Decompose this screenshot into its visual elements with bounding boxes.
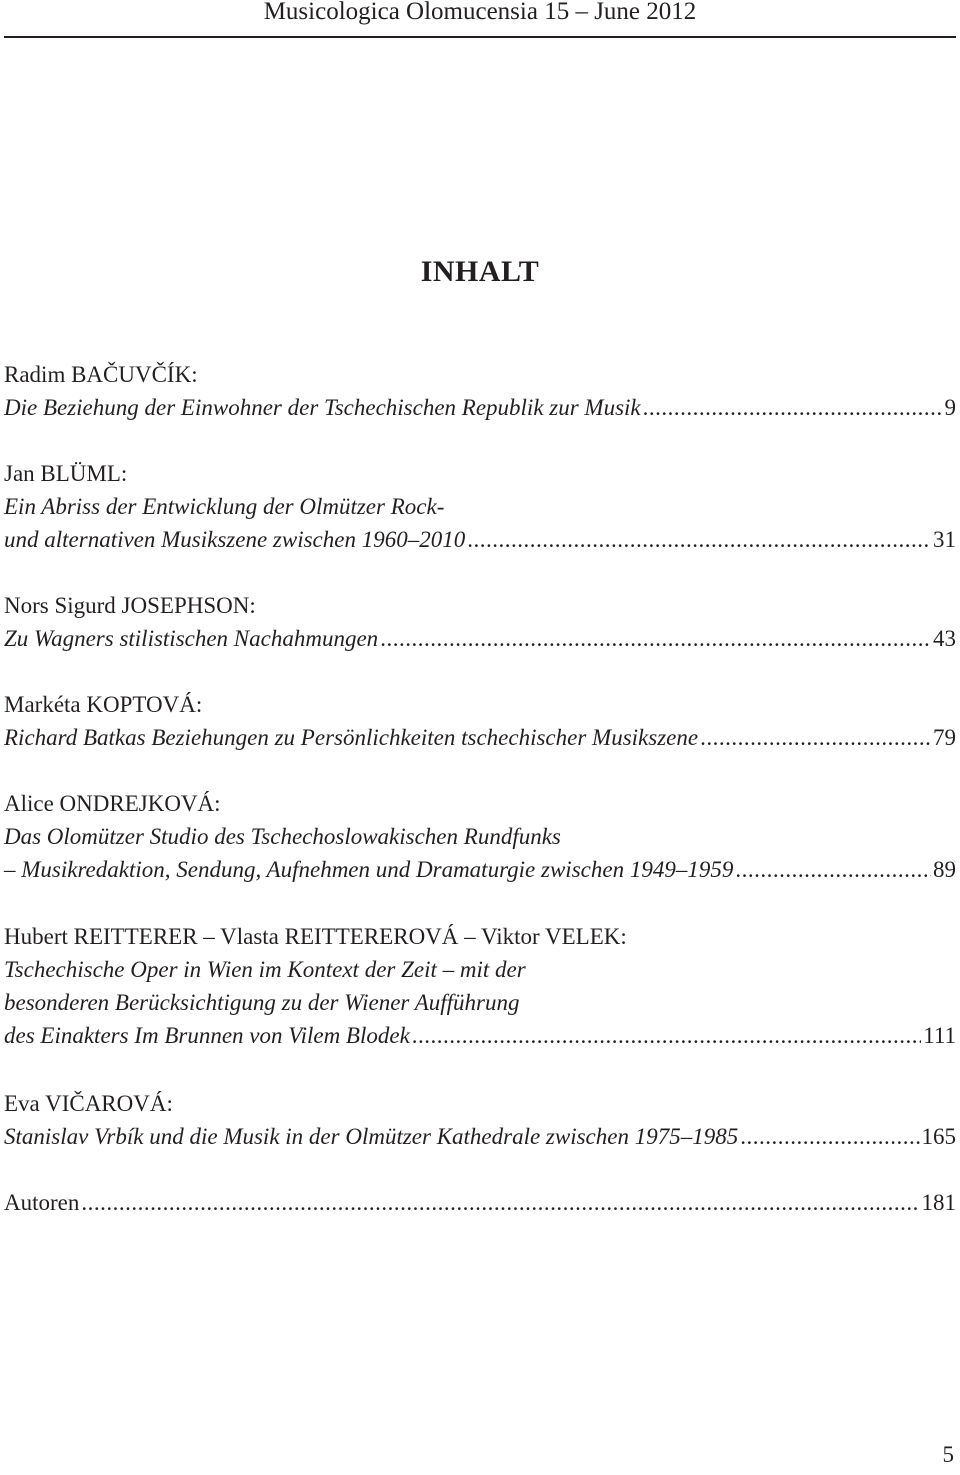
toc-entry-author: Jan BLÜML: [4, 461, 128, 486]
toc-entry [4, 787, 956, 886]
toc-entry-link[interactable] [4, 721, 956, 754]
toc-entry-link[interactable] [4, 1120, 956, 1153]
toc-entry-title: und alternativen Musikszene zwischen 1960–2010 [4, 527, 466, 552]
toc-entry-title-line: besonderen Berücksichtigung zu der Wiener Aufführung [4, 990, 520, 1015]
toc-entry-page: 9 [944, 395, 956, 420]
toc-entry-page: 111 [923, 1023, 956, 1048]
dot-leader [81, 1186, 919, 1219]
toc-entry-title: Autoren [4, 1190, 80, 1215]
toc-entry [4, 688, 956, 754]
toc-entry-title: Richard Batkas Beziehungen zu Persönlichkeiten tschechischer Musikszene [4, 725, 699, 750]
dot-leader [735, 853, 931, 886]
toc-entry-page: 89 [933, 857, 956, 882]
toc-entry-page: 31 [933, 527, 956, 552]
toc-entry-author: Alice ONDREJKOVÁ: [4, 791, 221, 816]
page-title: INHALT [420, 255, 540, 288]
toc-entry-page: 43 [933, 626, 956, 651]
toc-entry-author: Markéta KOPTOVÁ: [4, 692, 203, 717]
toc-entry [4, 920, 956, 1052]
toc-entry-link[interactable] [4, 391, 956, 424]
toc-entry-author: Eva VIČAROVÁ: [4, 1091, 173, 1116]
header-rule [4, 36, 956, 38]
toc-entry-author: Hubert REITTERER – Vlasta REITTEREROVÁ – Viktor VELEK: [4, 924, 627, 949]
dot-leader [467, 523, 931, 556]
toc-entry-title: Stanislav Vrbík und die Musik in der Olmützer Kathedrale zwischen 1975–1985 [4, 1124, 739, 1149]
toc-entry [4, 589, 956, 655]
toc-entry-author: Nors Sigurd JOSEPHSON: [4, 593, 256, 618]
toc-entry-page: 165 [921, 1124, 956, 1149]
dot-leader [740, 1120, 919, 1153]
toc-entry-title: Zu Wagners stilistischen Nachahmungen [4, 626, 379, 651]
toc-entry-title: des Einakters Im Brunnen von Vilem Blodek [4, 1023, 410, 1048]
toc-entry-link[interactable] [4, 853, 956, 886]
toc-entry-title-line: Tschechische Oper in Wien im Kontext der Zeit – mit der [4, 957, 526, 982]
toc-entry-autoren [4, 1186, 956, 1219]
running-head: Musicologica Olomucensia 15 – June 2012 [263, 0, 697, 25]
toc-entry-link[interactable] [4, 523, 956, 556]
dot-leader [700, 721, 931, 754]
toc-entry-title: Die Beziehung der Einwohner der Tschechischen Republik zur Musik [4, 395, 641, 420]
toc-entry-author: Radim BAČUVČÍK: [4, 362, 198, 387]
toc-entry-page: 181 [921, 1190, 956, 1215]
toc-entry-title-line: Das Olomützer Studio des Tschechoslowakischen Rundfunks [4, 824, 561, 849]
dot-leader [412, 1019, 921, 1052]
toc-entry-title-line: Ein Abriss der Entwicklung der Olmützer Rock- [4, 494, 445, 519]
toc-entry-title: – Musikredaktion, Sendung, Aufnehmen und Dramaturgie zwischen 1949–1959 [4, 857, 734, 882]
toc-entry-link[interactable] [4, 1019, 956, 1052]
toc-entry [4, 457, 956, 556]
page-number: 5 [942, 1442, 954, 1467]
toc-entry-link[interactable] [4, 1186, 956, 1219]
dot-leader [380, 622, 931, 655]
toc-entry-page: 79 [933, 725, 956, 750]
toc-entry-link[interactable] [4, 622, 956, 655]
dot-leader [643, 391, 943, 424]
toc-entry [4, 358, 956, 424]
toc-entry [4, 1087, 956, 1153]
